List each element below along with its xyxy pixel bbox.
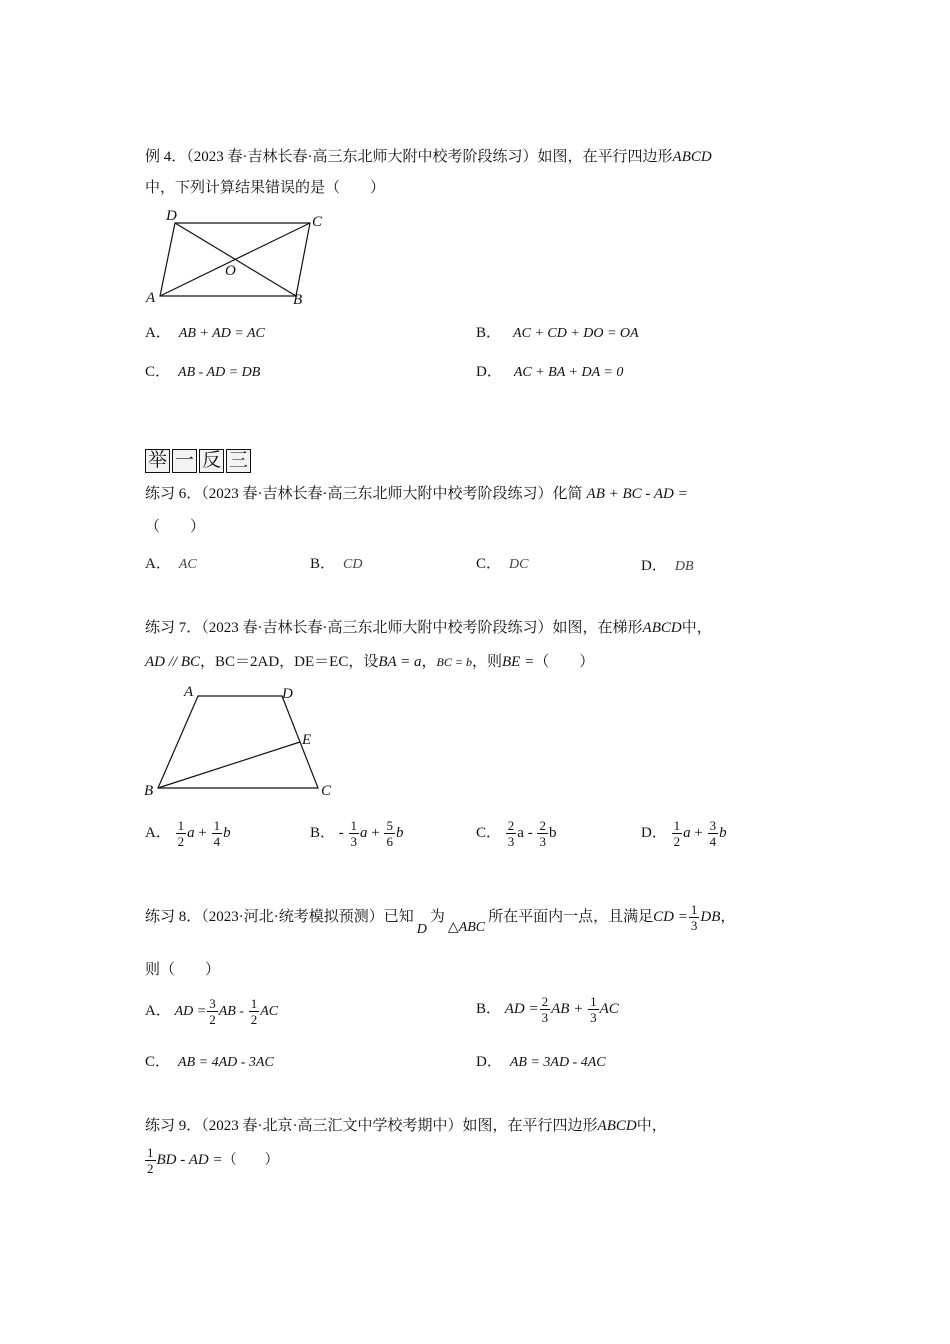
option-expr: AB = 4AD - 3AC: [178, 1055, 274, 1070]
ex4-source: （2023 春·吉林长春·高三东北师大附中校考阶段练习）: [186, 149, 538, 165]
option-label: B．: [476, 325, 502, 341]
fraction: $\frac{1}{3}$: [690, 902, 698, 933]
option-label: C．: [476, 556, 502, 572]
p8-stem-d: ，: [720, 908, 736, 925]
ex4-figure-name: ABCD: [672, 149, 712, 165]
fraction: $\frac{1}{2}$: [250, 996, 258, 1027]
p8-label: 练习 8．: [145, 908, 202, 925]
banner-char: 一: [172, 449, 197, 473]
p7-stem-line1: [145, 616, 712, 637]
vertex-label-d: D: [166, 208, 177, 224]
vertex-label-a: A: [184, 684, 194, 700]
p9-stem-line2: [144, 1145, 279, 1176]
ex4-stem-a: 如图，在平行四边形: [537, 149, 673, 165]
vector-a: a: [360, 824, 368, 841]
p8-option-c[interactable]: [145, 1050, 274, 1071]
p9-figure-name: ABCD: [597, 1118, 637, 1134]
operator: +: [371, 824, 380, 841]
p8-stem-line1: [145, 902, 736, 937]
fraction: $\frac{1}{2}$: [147, 1145, 154, 1176]
vector-b: b: [223, 824, 231, 841]
p8-stem-b: 为: [429, 908, 445, 925]
p9-stem-line1: [145, 1114, 667, 1135]
p8-option-a[interactable]: [145, 996, 278, 1027]
vector-lhs: AD =: [174, 1003, 207, 1019]
option-expr: AB - AD = DB: [178, 365, 261, 380]
vertex-label-b: B: [144, 783, 154, 799]
vertex-label-d: D: [282, 686, 293, 702]
diagonal-bd: [175, 223, 296, 296]
p6-source: （2023 春·吉林长春·高三东北师大附中校考阶段练习）: [201, 486, 553, 502]
ex4-option-c[interactable]: [145, 360, 260, 381]
p7-vector-b-def: BC = b: [436, 655, 472, 669]
p9-stem-b: 中，: [636, 1118, 667, 1134]
operator: +: [198, 824, 207, 841]
option-label: A．: [145, 556, 171, 572]
option-expr: AB + AD = AC: [178, 326, 265, 341]
p7-stem-b: 中，: [681, 620, 712, 636]
p9-stem-a: 如图，在平行四边形: [462, 1118, 598, 1134]
p9-paren: （ ）: [222, 1152, 279, 1168]
fraction: $\frac{1}{2}$: [177, 818, 185, 849]
fraction: $\frac{1}{3}$: [350, 818, 358, 849]
center-label-o: O: [225, 263, 236, 279]
ex4-parallelogram-figure: [140, 202, 340, 310]
p8-triangle: △ABC: [447, 919, 486, 935]
p7-option-b[interactable]: [310, 818, 403, 849]
option-label: B．: [310, 824, 336, 841]
operator: -: [527, 824, 533, 841]
p8-option-b[interactable]: [476, 994, 619, 1025]
p7-vector-a-def: BA = a: [378, 654, 422, 670]
p8-source: （2023·河北·统考模拟预测）: [201, 908, 384, 925]
option-label: A．: [145, 1002, 171, 1019]
p7-option-a[interactable]: [145, 818, 231, 849]
option-label: D．: [641, 824, 667, 841]
p8-cond-right: DB: [700, 908, 721, 925]
option-label: B．: [310, 556, 336, 572]
fraction: $\frac{1}{3}$: [590, 994, 597, 1025]
option-label: A．: [145, 824, 171, 841]
vertex-label-a: A: [146, 290, 156, 306]
fraction: $\frac{3}{4}$: [709, 818, 717, 849]
p7-then: ，则: [471, 654, 502, 670]
option-label: B．: [476, 1000, 502, 1017]
p7-source: （2023 春·吉林长春·高三东北师大附中校考阶段练习）: [201, 620, 553, 636]
option-label: C．: [145, 1054, 171, 1070]
vector-a: a: [517, 824, 524, 841]
ex4-stem-line1: [145, 145, 712, 166]
option-label: A．: [145, 325, 171, 341]
fraction: $\frac{3}{2}$: [209, 996, 216, 1027]
p8-option-d[interactable]: [476, 1050, 606, 1071]
segment-be: [158, 742, 300, 788]
p7-parallel-cond: AD // BC: [145, 654, 200, 670]
operator: +: [694, 824, 703, 841]
p7-cond-text: ，BC＝2AD，DE＝EC，设: [200, 654, 379, 670]
fraction: $\frac{5}{6}$: [386, 818, 393, 849]
ex4-stem-line2: 中，下列计算结果错误的是（ ）: [145, 180, 386, 196]
p9-source: （2023 春·北京·高三汇文中学校考期中）: [201, 1118, 463, 1134]
option-label: D．: [476, 364, 502, 380]
p7-option-c[interactable]: [476, 818, 556, 849]
ex4-option-a[interactable]: [145, 321, 265, 342]
p7-label: 练习 7．: [145, 620, 202, 636]
p6-paren: （ ）: [145, 519, 206, 535]
fraction: $\frac{1}{4}$: [213, 818, 221, 849]
p7-target: BE =: [502, 654, 535, 670]
option-expr: AC: [178, 557, 197, 572]
option-expr: DC: [509, 557, 529, 572]
p7-figure-name: ABCD: [642, 620, 682, 636]
point-label-e: E: [302, 732, 312, 748]
ex4-label: 例 4．: [145, 149, 187, 165]
p6-stem: 化简: [552, 486, 583, 502]
p6-option-a[interactable]: [145, 552, 197, 573]
p6-option-d[interactable]: [641, 554, 694, 575]
sign: -: [338, 824, 344, 841]
option-expr: DB: [674, 559, 694, 574]
vector-b: b: [395, 824, 404, 841]
fraction: $\frac{2}{3}$: [507, 818, 515, 849]
banner-char: 反: [199, 449, 224, 473]
option-expr: AB = 3AD - 4AC: [509, 1055, 606, 1070]
p6-label: 练习 6．: [145, 486, 202, 502]
option-expr: CD: [343, 557, 363, 572]
p6-option-c[interactable]: [476, 552, 528, 573]
option-label: C．: [145, 364, 171, 380]
option-label: D．: [476, 1054, 502, 1070]
p6-option-b[interactable]: [310, 552, 362, 573]
term: AC: [260, 1003, 279, 1019]
vector-a: a: [683, 824, 691, 841]
p7-stem-a: 如图，在梯形: [552, 620, 643, 636]
option-expr: AC + BA + DA = 0: [513, 365, 624, 380]
ex4-option-b[interactable]: [476, 321, 639, 342]
fraction: $\frac{2}{3}$: [539, 818, 546, 849]
p8-cond-left: CD =: [653, 908, 688, 925]
p9-expression: BD - AD =: [156, 1151, 223, 1168]
p6-expression: AB + BC - AD =: [586, 486, 688, 502]
vector-a: a: [187, 824, 195, 841]
vertex-label-c: C: [312, 214, 323, 230]
term: AB -: [218, 1003, 244, 1019]
banner-char: 三: [226, 449, 251, 473]
p7-comma: ，: [421, 654, 437, 670]
trapezoid-outline: [158, 696, 318, 788]
p7-paren: （ ）: [534, 654, 595, 670]
option-expr: AC + CD + DO = OA: [513, 326, 639, 341]
p9-label: 练习 9．: [145, 1118, 202, 1134]
option-label: D．: [641, 558, 667, 574]
fraction: $\frac{1}{2}$: [673, 818, 681, 849]
p7-trapezoid-figure: [140, 680, 340, 802]
vertex-label-c: C: [321, 783, 332, 799]
vertex-label-b: B: [293, 292, 303, 308]
ex4-option-d[interactable]: [476, 360, 623, 381]
p7-option-d[interactable]: [641, 818, 727, 849]
term: AC: [599, 1000, 619, 1017]
term: AB +: [551, 1000, 584, 1017]
p8-point-d: D: [416, 921, 427, 937]
p8-stem-a: 已知: [383, 908, 414, 925]
p6-stem-line1: [145, 482, 688, 503]
banner-char: 举: [145, 449, 170, 473]
fraction: $\frac{2}{3}$: [541, 994, 549, 1025]
p8-stem-line2: 则（ ）: [145, 962, 221, 978]
practice-banner: [145, 449, 253, 473]
option-label: C．: [476, 824, 502, 841]
p7-stem-line2: [145, 650, 594, 671]
p8-stem-c: 所在平面内一点，且满足: [488, 908, 654, 925]
vector-b: b: [548, 824, 557, 841]
vector-lhs: AD =: [504, 1000, 539, 1017]
vector-b: b: [719, 824, 727, 841]
